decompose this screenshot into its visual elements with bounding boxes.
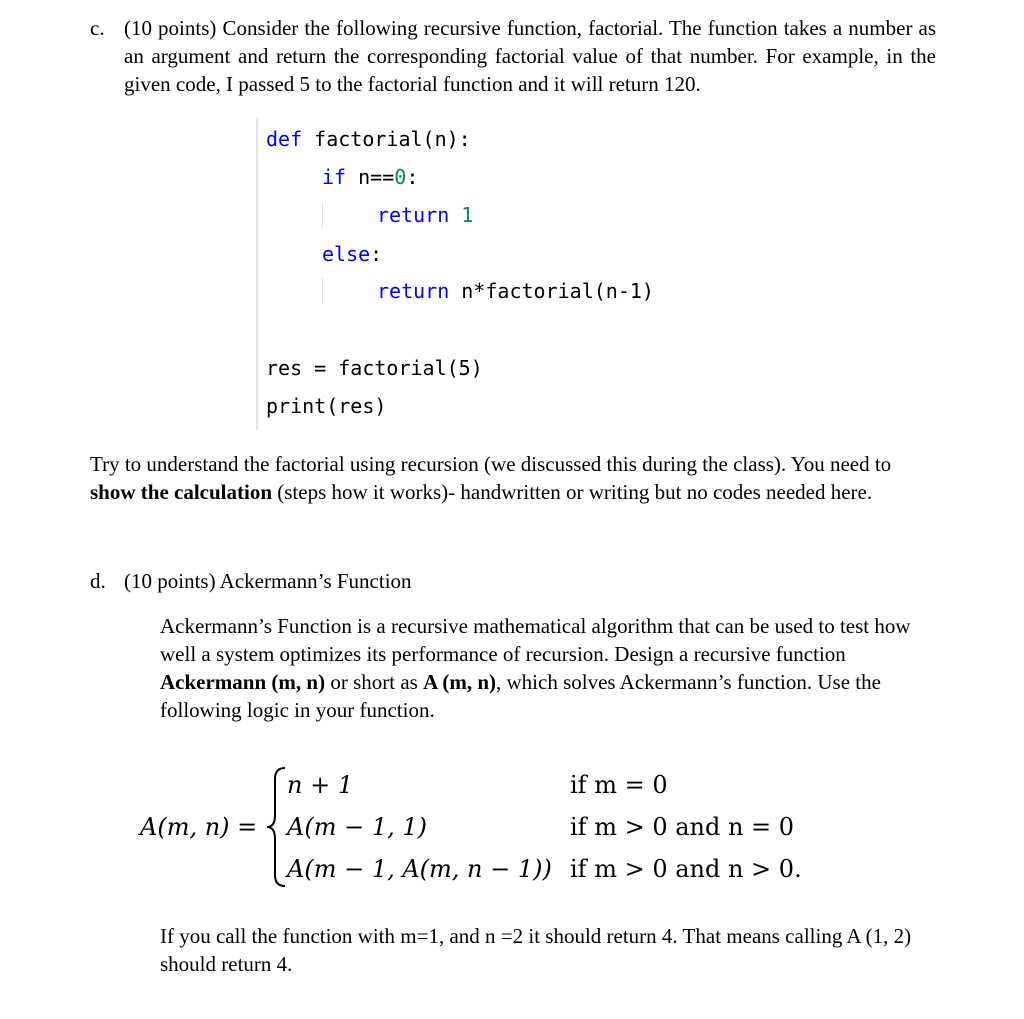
case-1-cond: if m = 0 <box>570 771 668 799</box>
left-brace-icon <box>265 765 287 889</box>
indent-guide <box>322 278 323 304</box>
part-d-footer: If you call the function with m=1, and n =2 it should return 4. That means calling A (1, 2) should return 4. <box>160 924 912 976</box>
code-line-7: print(res) <box>266 394 387 418</box>
case-3-cond: if m > 0 and n > 0. <box>570 855 802 883</box>
part-c-label: c. <box>90 16 105 40</box>
code-line-6: res = factorial(5) <box>266 356 483 380</box>
ackermann-formula <box>140 765 840 895</box>
part-d-label: d. <box>90 569 106 593</box>
indent-guide <box>322 202 323 228</box>
part-d-body: Ackermann’s Function is a recursive mathematical algorithm that can be used to test how well a system optimizes its performance of recursion. Design a recursive function Ackermann (m, n) or short as A (m, n), which solves Ackermann’s function. Use the following logic in your function. <box>160 614 911 722</box>
case-2-cond: if m > 0 and n = 0 <box>570 813 795 841</box>
case-3-expr: A(m − 1, A(m, n − 1)) <box>287 855 552 883</box>
code-block <box>256 118 758 430</box>
part-c-note: Try to understand the factorial using recursion (we discussed this during the class). You need to show the calculation (steps how it works)- handwritten or writing but no codes needed here. <box>90 452 892 504</box>
code-line-1: def factorial(n): <box>266 127 471 151</box>
case-2-expr: A(m − 1, 1) <box>287 813 427 841</box>
case-1-expr: n + 1 <box>287 771 354 799</box>
code-line-3: return 1 <box>377 203 474 227</box>
code-line-4: else: <box>322 242 383 266</box>
part-d-title: (10 points) Ackermann’s Function <box>124 569 412 593</box>
code-line-2: if n==0: <box>322 165 419 189</box>
formula-lhs: A(m, n) = <box>140 813 258 841</box>
code-line-5: return n*factorial(n-1) <box>377 279 654 303</box>
part-c-intro: (10 points) Consider the following recursive function, factorial. The function takes a number as an argument and return the corresponding factorial value of that number. For example, in the given code, I passed 5 to the factorial function and it will return 120. <box>124 16 936 96</box>
